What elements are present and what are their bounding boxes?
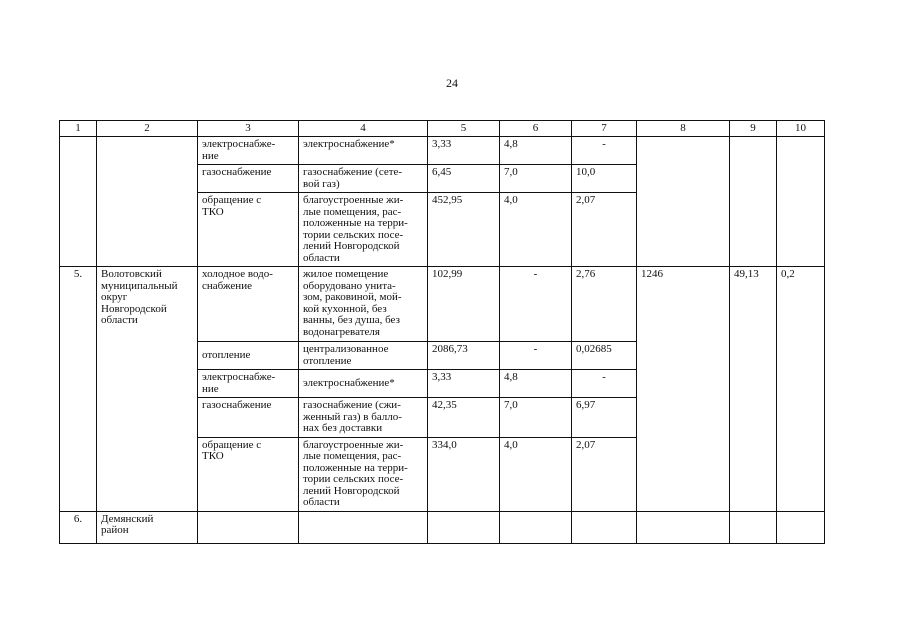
header-cell: 1 [60,121,97,137]
cell-c6: 7,0 [500,398,572,438]
cell-service: газоснабжение [198,165,299,193]
cell-condition: благоустроенные жи- лые помещения, рас- положенные на терри- тории сельских посе- лений Новгородской области [299,437,428,511]
header-cell: 8 [637,121,730,137]
cell-condition: электроснабжение* [299,370,428,398]
cell-c7: - [572,370,637,398]
header-row [60,121,825,137]
header-cell: 10 [777,121,825,137]
header-cell: 6 [500,121,572,137]
cell-c6 [500,511,572,543]
cell-service: отопление [198,342,299,370]
cell-num: 6. [60,511,97,543]
cell-condition: газоснабжение (сжи- женный газ) в балло- нах без доставки [299,398,428,438]
cell-c5: 3,33 [428,370,500,398]
cell-c7: 2,76 [572,267,637,342]
table-row [60,137,825,165]
cell-c7: 2,07 [572,193,637,267]
cell-condition: благоустроенные жи- лые помещения, рас- положенные на терри- тории сельских посе- лений Новгородской области [299,193,428,267]
cell-c6: 4,0 [500,193,572,267]
cell-c6: 4,0 [500,437,572,511]
cell-c6: 4,8 [500,370,572,398]
cell-condition: газоснабжение (сете- вой газ) [299,165,428,193]
cell-c6: 7,0 [500,165,572,193]
table-row [60,511,825,543]
cell-c9: 49,13 [730,267,777,512]
cell-c6: 4,8 [500,137,572,165]
cell-condition [299,511,428,543]
cell-service [198,511,299,543]
cell-c5: 102,99 [428,267,500,342]
cell-c9 [730,511,777,543]
cell-name: Волотовский муниципальный округ Новгородской области [97,267,198,512]
cell-service: электроснабже- ние [198,370,299,398]
cell-num [60,137,97,267]
cell-c5: 6,45 [428,165,500,193]
cell-name [97,137,198,267]
cell-c6: - [500,267,572,342]
tariff-table [59,120,825,544]
page-number: 24 [446,76,458,90]
cell-c6: - [500,342,572,370]
table-row [60,267,825,342]
cell-c7: 10,0 [572,165,637,193]
cell-c8 [637,511,730,543]
cell-c5: 452,95 [428,193,500,267]
cell-c8: 1246 [637,267,730,512]
cell-c5: 2086,73 [428,342,500,370]
cell-service: холодное водо- снабжение [198,267,299,342]
cell-name: Демянский район [97,511,198,543]
cell-c7: - [572,137,637,165]
cell-c7: 2,07 [572,437,637,511]
cell-service: обращение с ТКО [198,193,299,267]
cell-condition: жилое помещение оборудовано унита- зом, раковиной, мой- кой кухонной, без ванны, без душа, без водонагревателя [299,267,428,342]
header-cell: 3 [198,121,299,137]
cell-condition: электроснабжение* [299,137,428,165]
cell-c7: 0,02685 [572,342,637,370]
cell-c10 [777,511,825,543]
header-cell: 4 [299,121,428,137]
cell-service: электроснабже- ние [198,137,299,165]
header-cell: 5 [428,121,500,137]
header-cell: 9 [730,121,777,137]
cell-num: 5. [60,267,97,512]
cell-c9 [730,137,777,267]
cell-condition: централизованное отопление [299,342,428,370]
cell-service: газоснабжение [198,398,299,438]
cell-c10 [777,137,825,267]
cell-c7 [572,511,637,543]
header-cell: 7 [572,121,637,137]
cell-c7: 6,97 [572,398,637,438]
cell-c5: 42,35 [428,398,500,438]
cell-service: обращение с ТКО [198,437,299,511]
header-cell: 2 [97,121,198,137]
cell-c10: 0,2 [777,267,825,512]
cell-c5: 3,33 [428,137,500,165]
cell-c5: 334,0 [428,437,500,511]
cell-c5 [428,511,500,543]
cell-c8 [637,137,730,267]
